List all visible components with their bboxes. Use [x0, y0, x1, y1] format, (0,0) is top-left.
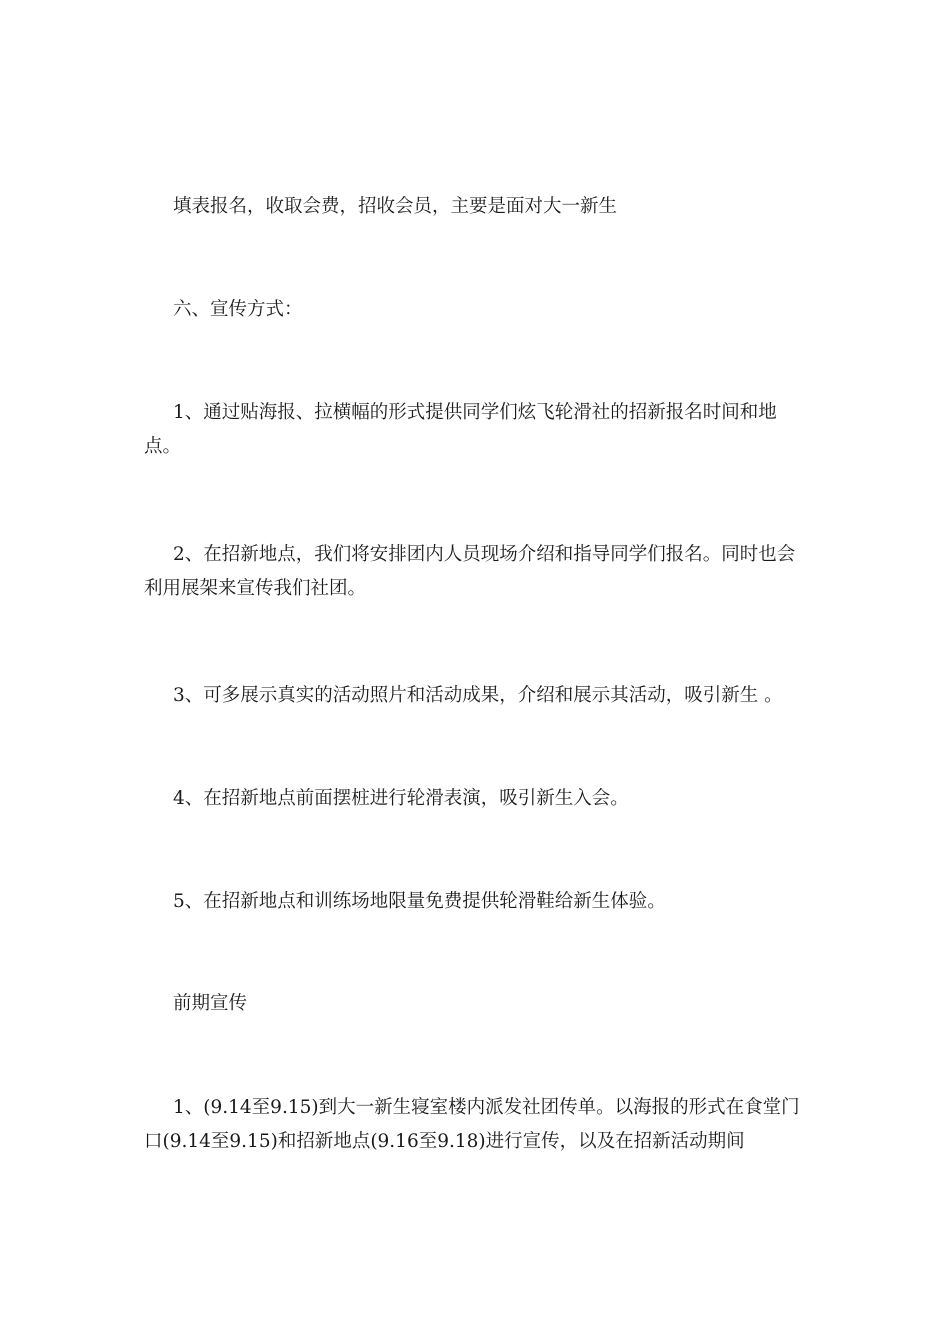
section-heading-early-publicity: 前期宣传 [173, 993, 248, 1014]
paragraph-method-5: 5、在招新地点和训练场地限量免费提供轮滑鞋给新生体验。 [173, 891, 666, 912]
paragraph-method-1: 1、通过贴海报、拉横幅的形式提供同学们炫飞轮滑社的招新报名时间和地点。 [144, 402, 777, 457]
section-heading-publicity-methods: 六、宣传方式： [173, 299, 303, 320]
paragraph-method-3: 3、可多展示真实的活动照片和活动成果，介绍和展示其活动，吸引新生 。 [173, 685, 783, 706]
paragraph-method-4: 4、在招新地点前面摆桩进行轮滑表演，吸引新生入会。 [173, 788, 629, 809]
paragraph-method-2: 2、在招新地点，我们将安排团内人员现场介绍和指导同学们报名。同时也会利用展架来宣传我们社团。 [144, 544, 796, 599]
paragraph-registration: 填表报名，收取会费，招收会员，主要是面对大一新生 [173, 196, 618, 217]
paragraph-early-publicity-1: 1、(9.14至9.15)到大一新生寝室楼内派发社团传单。以海报的形式在食堂门口(9.14至9.15)和招新地点(9.16至9.18)进行宣传，以及在招新活动期间 [144, 1097, 800, 1152]
